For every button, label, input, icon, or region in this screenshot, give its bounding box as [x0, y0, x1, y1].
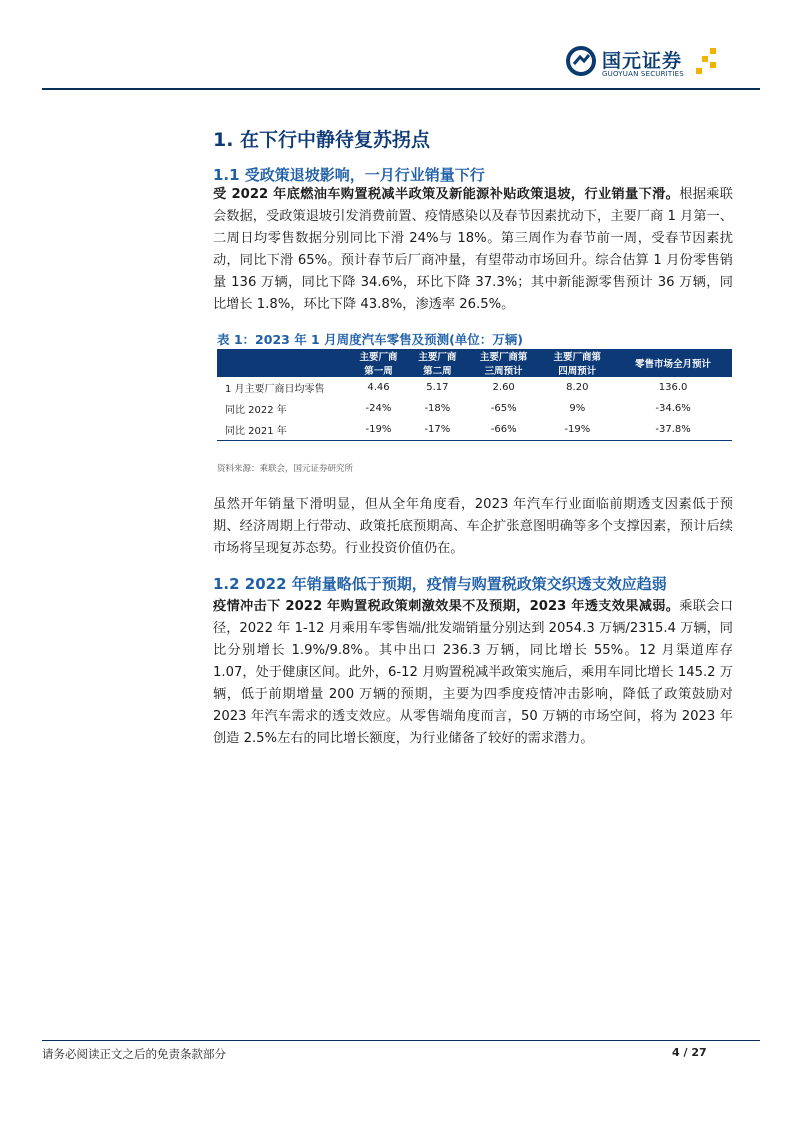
brand-logo — [566, 44, 726, 84]
table-header-cell: 主要厂商 第一周 — [349, 349, 408, 377]
table-cell: -19% — [540, 419, 614, 441]
row-label: 同比 2021 年 — [217, 419, 349, 441]
table-cell: 2.60 — [492, 382, 515, 393]
paragraph-outlook: 虽然开年销量下滑明显，但从全年角度看，2023 年汽车行业面临前期透支因素低于预期、经济周期上行带动、政策托底预期高、车企扩张意图明确等多个支撑因素，预计后续市场将呈现复苏态势。行业投资价值仍在。 — [213, 497, 733, 556]
paragraph-body: 乘联会口径，2022 年 1-12 月乘用车零售端/批发端销量分别达到 2054.3 万辆/2315.4 万辆，同比分别增长 1.9%/9.8%。其中出口 236.3 万辆，同比增长 55%。12 月渠道库存 1.07，处于健康区间。此外，6-12 月购置税减半政策实施后，乘用车同比增长 145.2 万辆，低于前期增量 200 万辆的预期，主要为四季度疫情冲击影响，降低了政策鼓励对 2023 年汽车需求的透支效应。从零售端角度而言，50 万辆的市场空间，将为 2023 年创造 2.5%左右的同比增长额度，为行业储备了较好的需求潜力。 — [213, 599, 734, 746]
paragraph-lead: 疫情冲击下 2022 年购置税政策刺激效果不及预期，2023 年透支效果减弱。 — [213, 599, 680, 614]
table-header-cell: 主要厂商第 三周预计 — [467, 349, 541, 377]
page-number: 4 / 27 — [672, 1046, 707, 1059]
paragraph-lead: 受 2022 年底燃油车购置税减半政策及新能源补贴政策退坡，行业销量下滑。 — [213, 187, 680, 202]
table-cell: 5.17 — [426, 382, 449, 393]
table-row — [217, 377, 732, 398]
brand-name-cn: 国元证券 — [602, 50, 683, 72]
table-header-cell: 主要厂商 第二周 — [408, 349, 467, 377]
table-cell: -37.8% — [614, 419, 732, 441]
table-cell: -17% — [408, 419, 467, 441]
table-cell: 8.20 — [566, 382, 589, 393]
paragraph-1-2 — [213, 596, 733, 750]
subsection-heading-1-1: 1.1 受政策退坡影响，一月行业销量下行 — [213, 166, 485, 184]
table-cell: 4.46 — [367, 382, 390, 393]
table-title: 表 1：2023 年 1 月周度汽车零售及预测(单位：万辆) — [217, 332, 524, 347]
table-cell: -18% — [424, 403, 451, 414]
paragraph-1-1 — [213, 184, 733, 316]
table-source: 资料来源：乘联会，国元证券研究所 — [217, 464, 354, 474]
table-row — [217, 419, 732, 441]
section-title: 1. 在下行中静待复苏拐点 — [213, 129, 431, 151]
table-header-row — [217, 349, 732, 377]
paragraph-body: 根据乘联会数据，受政策退坡引发消费前置、疫情感染以及春节因素扰动下，主要厂商 1 月第一、二周日均零售数据分别同比下滑 24%与 18%。第三周作为春节前一周，受春节因素扰动，同比下滑 65%。预计春节后厂商冲量，有望带动市场回升。综合估算 1 月份零售销量 136 万辆，同比下降 34.6%，环比下降 37.3%；其中新能源零售预计 36 万辆，同比增长 1.8%，环比下降 43.8%，渗透率 26.5%。 — [213, 187, 733, 312]
table-cell: -66% — [467, 419, 541, 441]
decorative-dots-icon — [696, 48, 718, 76]
subsection-heading-1-2: 1.2 2022 年销量略低于预期，疫情与购置税政策交织透支效应趋弱 — [213, 575, 667, 593]
table-cell: -34.6% — [655, 403, 691, 414]
table-cell: 9% — [569, 403, 586, 414]
weekly-retail-table — [217, 349, 732, 441]
table-header-cell: 零售市场全月预计 — [614, 349, 732, 377]
row-label: 1 月主要厂商日均零售 — [225, 384, 325, 395]
row-label: 同比 2022 年 — [225, 405, 287, 416]
brand-name-en: GUOYUAN SECURITIES — [602, 70, 684, 78]
disclaimer-note: 请务必阅读正文之后的免责条款部分 — [42, 1047, 226, 1061]
footer-divider — [42, 1040, 760, 1041]
table-cell: 136.0 — [658, 382, 688, 393]
table-cell: -24% — [365, 403, 392, 414]
table-row — [217, 398, 732, 419]
table-header-cell: 主要厂商第 四周预计 — [540, 349, 614, 377]
header-divider — [42, 88, 760, 90]
table-cell: -65% — [490, 403, 517, 414]
table-cell: -19% — [349, 419, 408, 441]
table-header-cell — [217, 349, 349, 377]
guoyuan-logo-icon — [566, 46, 596, 76]
